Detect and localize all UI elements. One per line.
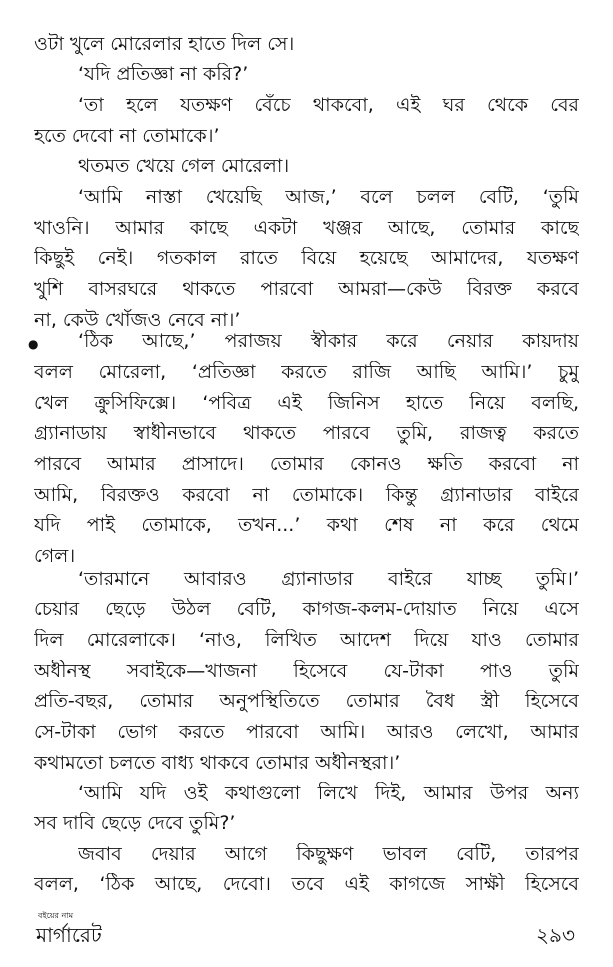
text-line: অধীনস্থ সবাইকে—খাজনা হিসেবে যে-টাকা পাও তুমি xyxy=(34,660,579,682)
text-line: খেল ক্রুসিফিক্সে। ‘পবিত্র এই জিনিস হাতে নিয়ে বলছি, xyxy=(34,392,579,414)
text-line: ‘যদি প্রতিজ্ঞা না করি?’ xyxy=(78,63,249,85)
margin-bullet: ● xyxy=(28,337,39,351)
text-line: ‘আমি যদি ওই কথাগুলো লিখে দিই, আমার উপর অন্য xyxy=(78,782,579,804)
text-line: না, কেউ খোঁজও নেবে না।’ xyxy=(34,309,241,331)
text-line: সব দাবি ছেড়ে দেবে তুমি?’ xyxy=(34,812,236,834)
text-line: আমি, বিরক্তও করবো না তোমাকে। কিন্তু গ্র্যানাডার বাইরে xyxy=(34,484,579,506)
text-line: গ্র্যানাডায় স্বাধীনভাবে থাকতে পারবে তুমি, রাজত্ব করতে xyxy=(34,422,579,444)
text-line: ওটা খুলে মোরেলার হাতে দিল সে। xyxy=(34,33,295,55)
text-line: কিছুই নেই। গতকাল রাতে বিয়ে হয়েছে আমাদের, যতক্ষণ xyxy=(34,247,579,269)
text-line: ‘আমি নাস্তা খেয়েছি আজ,’ বলে চলল বেটি, ‘তুমি xyxy=(78,186,579,208)
text-line: সে-টাকা ভোগ করতে পারবো আমি। আরও লেখো, আমার xyxy=(34,721,579,743)
text-line: ‘তারমানে আবারও গ্র্যানাডার বাইরে যাচ্ছ তুমি।’ xyxy=(78,568,579,590)
text-line: থতমত খেয়ে গেল মোরেলা। xyxy=(78,155,290,177)
text-line: খাওনি। আমার কাছে একটা খঞ্জর আছে, তোমার কাছে xyxy=(34,217,579,239)
text-line: চেয়ার ছেড়ে উঠল বেটি, কাগজ-কলম-দোয়াত নিয়ে এসে xyxy=(34,598,579,620)
text-line: প্রতি-বছর, তোমার অনুপস্থিতিতে তোমার বৈধ স্ত্রী হিসেবে xyxy=(34,690,579,712)
text-line: ‘তা হলে যতক্ষণ বেঁচে থাকবো, এই ঘর থেকে বের xyxy=(78,94,579,116)
text-line: যদি পাই তোমাকে, তখন...’ কথা শেষ না করে থেমে xyxy=(34,514,579,536)
text-line: গেল। xyxy=(34,545,76,567)
text-line: কথামতো চলতে বাধ্য থাকবে তোমার অধীনস্থরা।’ xyxy=(34,752,401,774)
text-line: ‘ঠিক আছে,’ পরাজয় স্বীকার করে নেয়ার কায়দায় xyxy=(78,330,579,352)
footer-book-title: মার্গারেট xyxy=(36,923,102,947)
text-line: বলল, ‘ঠিক আছে, দেবো। তবে এই কাগজে সাক্ষী হিসেবে xyxy=(34,873,579,895)
text-line: বলল মোরেলা, ‘প্রতিজ্ঞা করতে রাজি আছি আমি।’ চুমু xyxy=(34,361,579,383)
text-line: জবাব দেয়ার আগে কিছুক্ষণ ভাবল বেটি, তারপর xyxy=(78,843,579,865)
text-line: পারবে আমার প্রাসাদে। তোমার কোনও ক্ষতি করবো না xyxy=(34,453,579,475)
page-number: ২৯৩ xyxy=(536,923,575,947)
text-line: হতে দেবো না তোমাকে।’ xyxy=(34,125,220,147)
text-line: দিল মোরেলাকে। ‘নাও, লিখিত আদেশ দিয়ে যাও তোমার xyxy=(34,629,579,651)
footer-book-label: বইয়ের নাম xyxy=(38,911,74,920)
text-line: খুশি বাসরঘরে থাকতে পারবো আমরা—কেউ বিরক্ত করবে xyxy=(34,278,579,300)
